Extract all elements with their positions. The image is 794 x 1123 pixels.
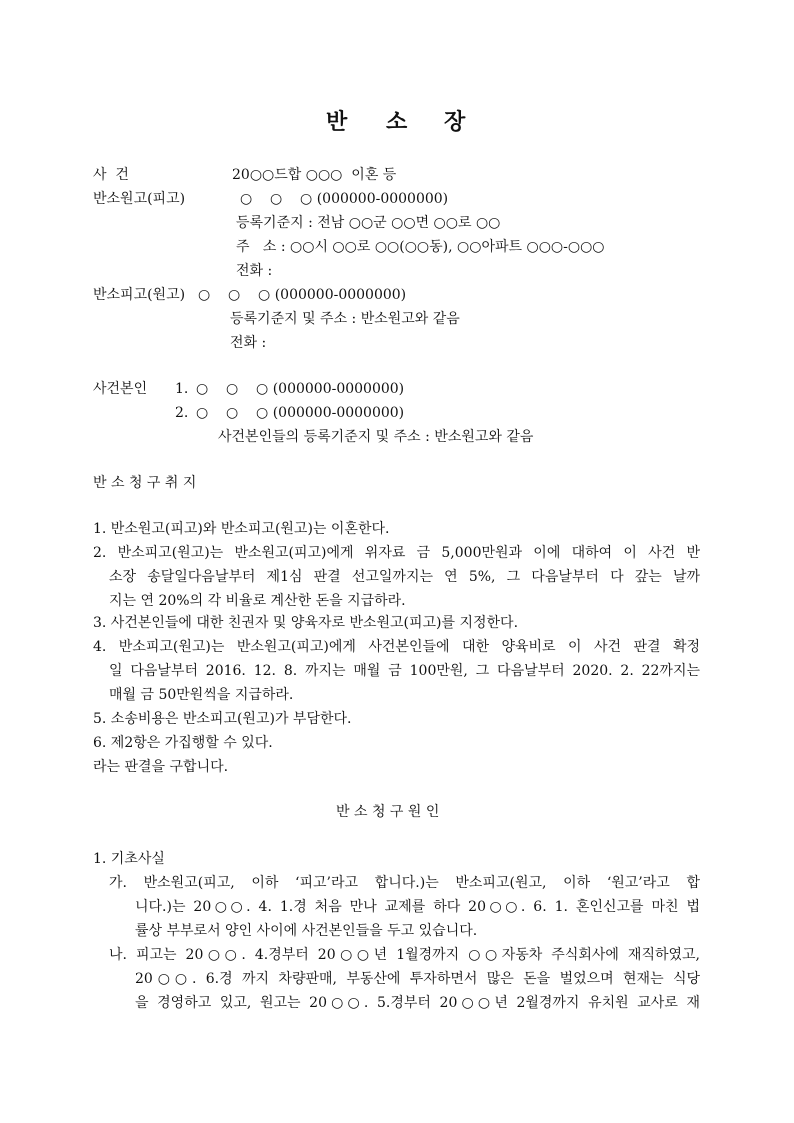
claim-line-1: 1. 반소원고(피고)와 반소피고(원고)는 이혼한다. — [93, 521, 390, 537]
facts-line-6: 을 경영하고 있고, 원고는 20○○. 5.경부터 20○○년 2월경까지 유치원 교사로 재 — [135, 995, 700, 1011]
counter-defendant-phone: 전화 : — [230, 335, 267, 351]
claim-line-8: 매월 금 50만원씩을 지급하라. — [109, 687, 294, 703]
claim-line-2: 2. 반소피고(원고)는 반소원고(피고)에게 위자료 금 5,000만원과 이에 대하여 이 사건 반 — [93, 545, 700, 561]
claim-line-10: 6. 제2항은 가집행할 수 있다. — [93, 735, 273, 751]
claim-line-9: 5. 소송비용은 반소피고(원고)가 부담한다. — [93, 711, 352, 727]
counter-plaintiff-name: ○ ○ ○ (000000-0000000) — [240, 191, 449, 207]
claim-line-11: 라는 판결을 구합니다. — [93, 759, 229, 775]
claim-line-6: 4. 반소피고(원고)는 반소원고(피고)에게 사건본인들에 대한 양육비로 이 사건 판결 확정 — [93, 639, 700, 655]
counter-plaintiff-domicile: 등록기준지 : 전남 ○○군 ○○면 ○○로 ○○ — [236, 215, 501, 231]
claim-line-7: 일 다음날부터 2016. 12. 8. 까지는 매월 금 100만원, 그 다음날부터 2020. 2. 22까지는 — [109, 663, 700, 679]
facts-line-5: 20○○. 6.경 까지 차량판매, 부동산에 투자하면서 많은 돈을 벌었으며 현재는 식당 — [135, 971, 700, 987]
case-value: 20○○드합 ○○○ 이혼 등 — [232, 167, 397, 183]
principals-label: 사건본인 — [93, 381, 148, 397]
facts-heading: 1. 기초사실 — [93, 851, 165, 867]
page-title-char-2: 소 — [386, 109, 408, 135]
claim-heading: 반 소 청 구 취 지 — [93, 475, 197, 491]
facts-line-1: 가. 반소원고(피고, 이하 ‘피고’라고 합니다.)는 반소피고(원고, 이하 ‘원고’라고 합 — [109, 875, 700, 891]
facts-line-4: 나. 피고는 20○○. 4.경부터 20○○년 1월경까지 ○○자동차 주식회사에 재직하였고, — [109, 947, 700, 963]
counter-defendant-name: ○ ○ ○ (000000-0000000) — [198, 287, 407, 303]
claim-line-5: 3. 사건본인들에 대한 친권자 및 양육자로 반소원고(피고)를 지정한다. — [93, 615, 519, 631]
page-title-char-3: 장 — [444, 109, 466, 135]
facts-line-2: 니다.)는 20○○. 4. 1.경 처음 만나 교제를 하다 20○○. 6. 1. 혼인신고를 마친 법 — [135, 899, 700, 915]
principal-2-name: ○ ○ ○ (000000-0000000) — [196, 405, 405, 421]
counter-plaintiff-phone: 전화 : — [236, 263, 273, 279]
claim-line-3: 소장 송달일다음날부터 제1심 판결 선고일까지는 연 5%, 그 다음날부터 다 갚는 날까 — [109, 569, 700, 585]
counter-defendant-label: 반소피고(원고) — [93, 287, 186, 303]
claim-line-4: 지는 연 20%의 각 비율로 계산한 돈을 지급하라. — [109, 593, 406, 609]
case-label: 사 건 — [93, 167, 129, 183]
counter-plaintiff-address: 주 소 : ○○시 ○○로 ○○(○○동), ○○아파트 ○○○-○○○ — [236, 239, 605, 255]
counter-plaintiff-label: 반소원고(피고) — [93, 191, 186, 207]
principal-1-name: ○ ○ ○ (000000-0000000) — [196, 381, 405, 397]
facts-line-3: 률상 부부로서 양인 사이에 사건본인들을 두고 있습니다. — [135, 923, 478, 939]
principal-1-num: 1. — [175, 381, 189, 397]
principal-2-num: 2. — [175, 405, 189, 421]
cause-heading: 반 소 청 구 원 인 — [336, 804, 440, 820]
counter-defendant-domicile-address: 등록기준지 및 주소 : 반소원고와 같음 — [230, 311, 460, 327]
principals-note: 사건본인들의 등록기준지 및 주소 : 반소원고와 같음 — [218, 429, 534, 445]
page-title-char-1: 반 — [326, 109, 348, 135]
